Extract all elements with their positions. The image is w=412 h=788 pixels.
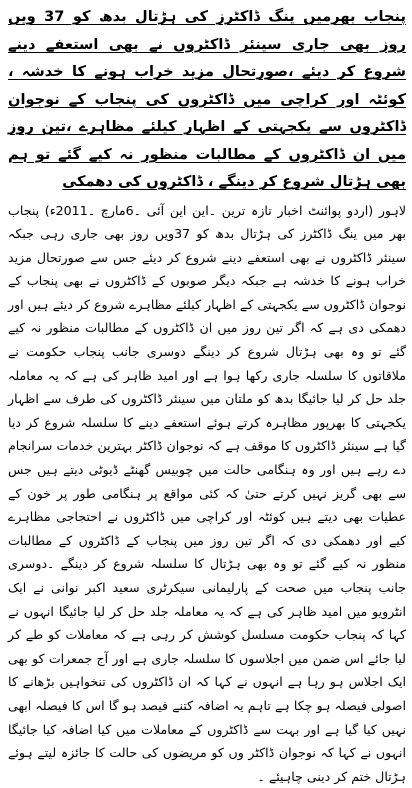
article-headline: پنجاب بھرمیں ینگ ڈاکٹرز کی ہڑتال بدھ کو 37 ویں روز بھی جاری سینئر ڈاکٹروں نے بھی استعفے دینے شروع کر دیئے ،صورتحال مزید خراب ہونے کا خدشہ ، کوئٹہ اور کراچی میں ڈاکٹروں کی پنجاب کے نوجوان ڈاکٹروں سے یکجہتی کے اظہار کیلئے مظاہرے ،تین روز میں ان ڈاکٹروں کے مطالبات منظور نہ کیے گئے تو ہم بھی ہڑتال شروع کر دینگے ، ڈاکٹروں کی دھمکی bbox=[8, 3, 406, 196]
article-body: لاہور (اردو پوائنٹ اخبار تازہ ترین ۔این این آئی ۔6مارچ ۔2011ء) پنجاب بھر میں ینگ ڈاکٹرز کی ہڑتال بدھ کو 37ویں روز بھی جاری رہی جبکہ سینئر ڈاکٹروں نے بھی استعفے دینے شروع کر دیئے جس سے صورتحال مزید خراب ہونے کا خدشہ ہے جبکہ دیگر صوبوں کے ڈاکٹروں نے بھی پنجاب کے نوجوان ڈاکٹروں سے یکجہتی کے اظہار کیلئے مظاہرے شروع کر دیئے ہیں اور دھمکی دی ہے کہ اگر تین روز میں ان ڈاکٹروں کے مطالبات منظور نہ کیے گئے تو وہ بھی ہڑتال شروع کر دینگے دوسری جانب پنجاب حکومت نے ملاقاتوں کا سلسلہ جاری رکھا ہوا ہے اور امید ظاہر کی ہے کہ یہ معاملہ جلد حل کر لیا جائیگا بدھ کو ملتان میں سینئر ڈاکٹروں کی طرف سے اظہار یکجہتی کا بھرپور مظاہرہ کرتے ہوئے استعفے دینے کا سلسلہ شروع کر دیا گیا ہے سینئر ڈاکٹروں کا موقف ہے کہ نوجوان ڈاکٹر بہترین خدمات سرانجام دے رہے ہیں اور وہ ہنگامی حالت میں چوبیس گھنٹے ڈیوٹی دیتے ہیں جس سے بھی گریز نہیں کرتے حتیٰ کہ کئی مواقع پر ہنگامی طور پر خون کے عطیات بھی دیتے ہیں کوئٹہ اور کراچی میں ڈاکٹروں نے احتجاجی مظاہرے کیے اور دھمکی دی کہ اگر تین روز میں پنجاب کے ڈاکٹروں کے مطالبات منظور نہ کیے گئے تو وہ بھی ہڑتال کا سلسلہ شروع کر دینگے ۔دوسری جانب پنجاب میں صحت کے پارلیمانی سیکرٹری سعید اکبر نوانی نے ایک انٹرویو میں امید ظاہر کی ہے کہ یہ معاملہ جلد حل کر لیا جائیگا انہوں نے کہا کہ پنجاب حکومت مسلسل کوشش کر رہی ہے کہ معاملات کو طے کر لیا جائے اس ضمن میں اجلاسوں کا سلسلہ جاری ہے اور آج جمعرات کو بھی ایک اجلاس ہو رہا ہے انہوں نے کہا کہ ان ڈاکٹروں کی تنخواہیں بڑھانے کا اصولی فیصلہ ہو چکا ہے تاہم یہ اضافہ کتنے فیصد ہو گا اس کا فیصلہ ابھی نہیں کیا گیا ہے اور بہت سے ڈاکٹروں کے معاملات میں کیا اضافہ کیا جائیگا انہوں نے کہا کہ نوجوان ڈاکٹر وں کو مریضوں کی حالت کا جائزہ لیتے ہوئے ہڑتال ختم کر دینی چاہیئے ۔ bbox=[8, 199, 406, 788]
